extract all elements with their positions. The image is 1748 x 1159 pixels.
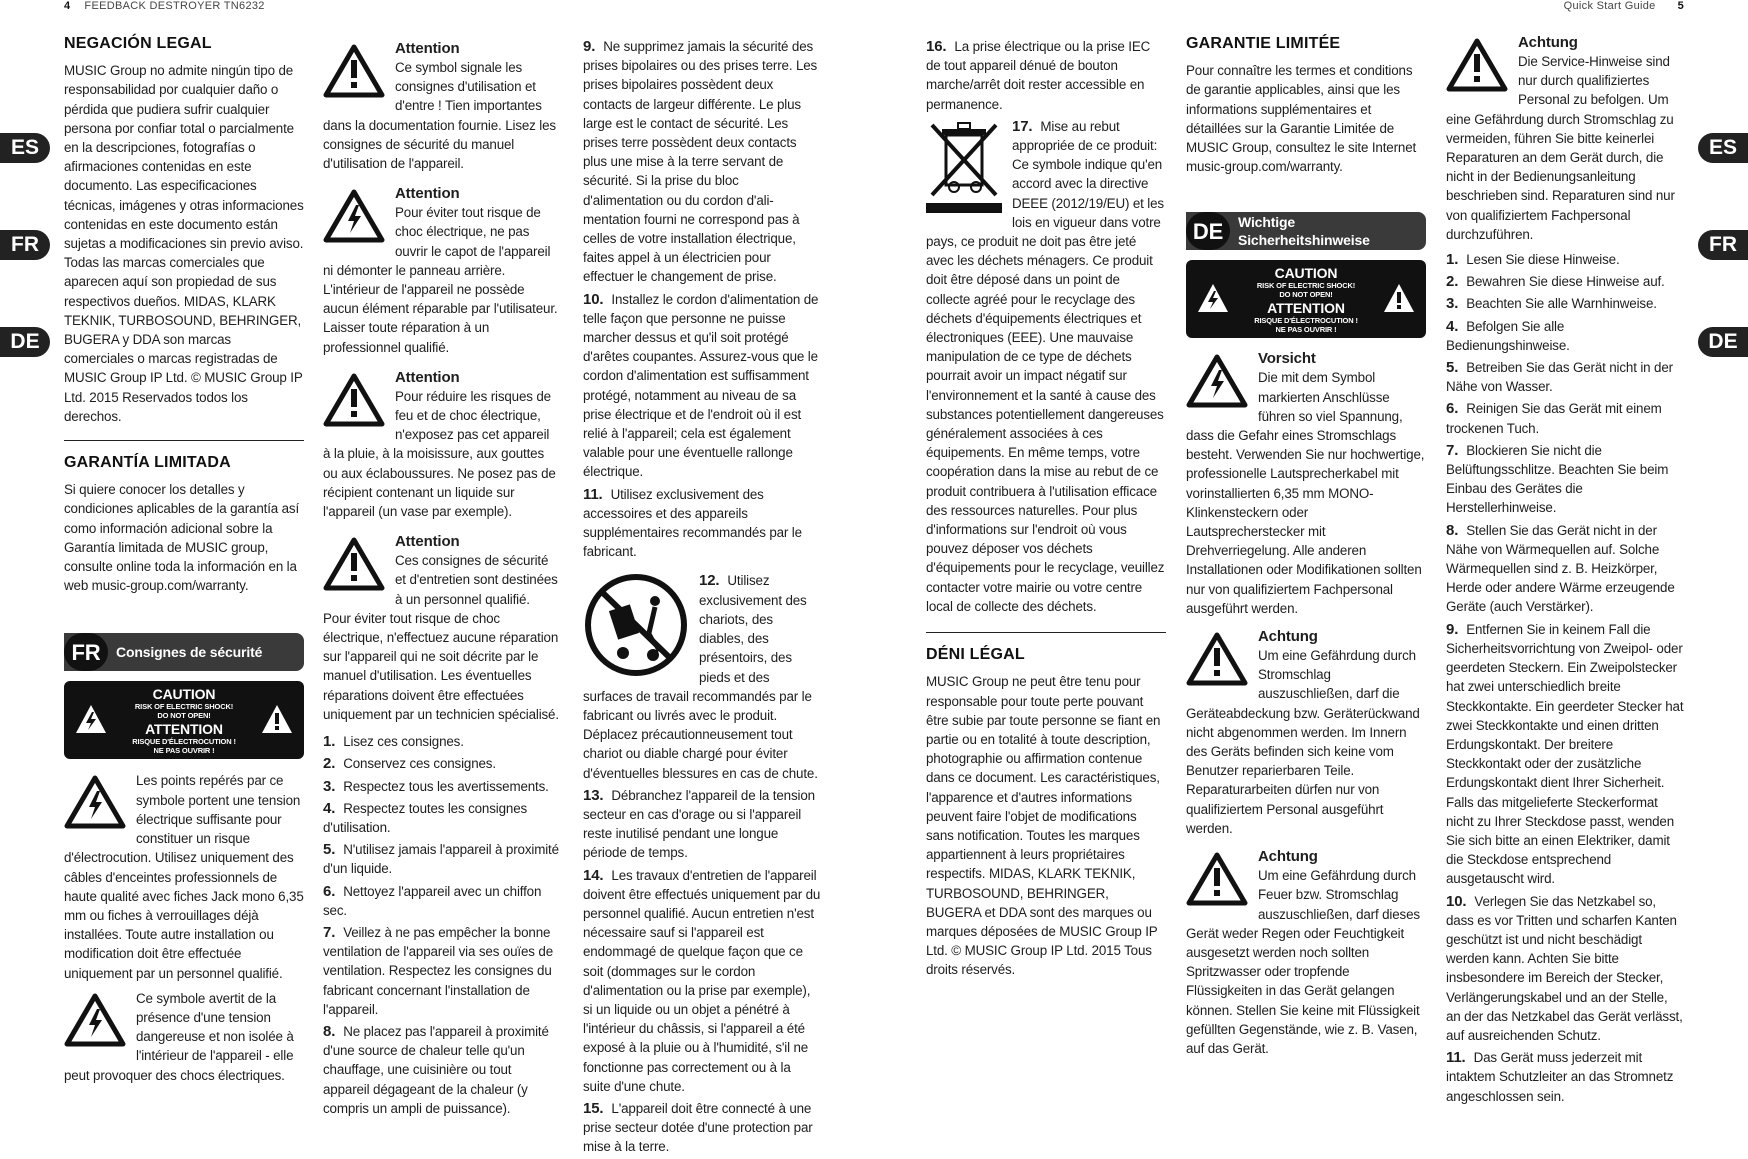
achtung-1-text: Um eine Gefährdung durch Stromschlag auszuschließen, darf die Geräteabdeckung bzw. Geräterückwand nicht abgenommen werden. Im Innern des Geräts befinden sich keine vom Benutzer reparierbaren Teile. Reparaturarbeiten dürfen nur von qualifiziertem Personal ausgeführt werden. — [1186, 648, 1420, 836]
list-item: 17. Mise au rebut appropriée de ce produit: Ce symbole indique qu'en accord avec la directive DEEE (2012/19/EU) et les lois en vigueur dans votre pays, ce produit ne doit pas être jeté avec les déchets ménagers. Ce produit doit être déposé dans un point de collecte agréé pour le recyclage des déchets d'équipements électriques et électroniques (EEE). Une mauvaise manipulation de ce type de déchets pourrait avoir un impact négatif sur l'environnement et la santé à cause des substances potentiellement dangereuses généralement associées à ces équipements. En même temps, votre coopération dans la mise au rebut de ce produit contribuera à l'utilisation efficace des ressources naturelles. Pour plus d'informations sur l'endroit où vous pouvez déposer vos déchets d'équipements pour le recyclage, veuillez contacter votre mairie ou votre centre local de collecte des déchets. — [926, 117, 1165, 614]
bolt-warning-1-text: Les points repérés par ce symbole portent une tension électrique suffisante pour constituer un risque d'électrocution. Utilisez uniquement des câbles d'enceintes professionnels de haute qualité avec fiches Jack mono 6,35 mm ou fiches à verrouillages déjà installées. Toute autre installation ou modification doit être effectuée uniquement par un personnel qualifié. — [64, 773, 304, 981]
de-banner-code: DE — [1186, 212, 1230, 250]
list-item: 6. Reinigen Sie das Gerät mit einem trockenen Tuch. — [1446, 400, 1662, 436]
list-item: 8. Ne placez pas l'appareil à proximité d'une source de chaleur telle qu'un chauffage, une cuisinière ou tout appareil dégageant de la chaleur (y compris un ampli de puissance). — [323, 1022, 549, 1116]
right-page-header — [1564, 0, 1684, 12]
right-page-number: 5 — [1677, 0, 1684, 12]
caution-sub1: RISK OF ELECTRIC SHOCK! — [134, 702, 234, 712]
warning-exclamation-icon — [1382, 282, 1416, 314]
list-item: 2. Conservez ces consignes. — [323, 755, 496, 773]
caution-label — [64, 681, 304, 759]
achtung-block-2 — [1186, 848, 1426, 1058]
weee-bin-icon — [926, 119, 1002, 215]
deni-legal-text: MUSIC Group ne peut être tenu pour responsable pour toute perte pouvant être subie par toute personne se fiant en partie ou en totalité à toute description, photographie ou affirmation contenue dans ce document. Les caractéristiques, l'apparence et d'autres informations peuvent faire l'objet de modifications sans notification. Toutes les marques appartiennent à leurs propriétaires respectifs. MIDAS, KLARK TEKNIK, TURBOSOUND, BEHRINGER, BUGERA et DDA sont des marques ou marques déposées de MUSIC Group IP Ltd. © MUSIC Group IP Ltd. 2015 Tous droits réservés. — [926, 674, 1161, 978]
attention-2-text: Pour éviter tout risque de choc électrique, ne pas ouvrir le capot de l'appareil ni démonter le panneau arrière. L'intérieur de l'appareil ne possède aucun élément réparable par l'utilisateur. Laisser toute réparation à un professionnel qualifié. — [323, 205, 558, 355]
list-item: 11. Das Gerät muss jederzeit mit intaktem Schutzleiter an das Stromnetz angeschlossen sein. — [1446, 1049, 1674, 1104]
column-4 — [926, 34, 1166, 982]
column-5 — [1186, 34, 1426, 1064]
caution-sub1: RISK OF ELECTRIC SHOCK! — [1256, 281, 1356, 291]
attention-4-heading: Attention — [395, 533, 460, 551]
garantie-limitee-title: GARANTIE LIMITÉE — [1186, 35, 1341, 52]
list-item: 7. Veillez à ne pas empêcher la bonne ventilation de l'appareil via ses ouïes de ventilation. Respectez les consignes du fabricant concernant l'installation de l'appareil. — [323, 923, 553, 1017]
de-safety-banner — [1186, 212, 1426, 250]
garantia-limitada-text: Si quiere conocer los detalles y condiciones aplicables de la garantía así como información adicional sobre la Garantía limitada de MUSIC group, consulte online toda la información en la web music-group.com/warranty. — [64, 482, 300, 594]
achtung-service-block — [1446, 34, 1684, 244]
list-item: 14. Les travaux d'entretien de l'appareil doivent être effectués uniquement par du personnel qualifié. Aucun entretien n'est nécessaire sauf si l'appareil est endommagé de quelque façon que ce soit (dommages sur le cordon d'alimentation ou la prise par exemple), si un liquide ou un objet a pénétré à l'intérieur du châssis, si l'appareil a été exposé à la pluie ou à l'humidité, s'il ne fonctionne pas correctement ou à la suite d'une chute. — [583, 866, 821, 1094]
right-doc-title: Quick Start Guide — [1563, 0, 1656, 12]
list-item: 6. Nettoyez l'appareil avec un chiffon sec. — [323, 882, 542, 918]
warning-bolt-icon — [1196, 282, 1230, 314]
list-item: 10. Verlegen Sie das Netzkabel so, dass es vor Tritten und scharfen Kanten geschützt ist und nicht beschädigt werden kann. Achten Sie bitte insbesondere im Bereich der Stecker, Verlängerungskabel und an der Stelle, an der das Netzkabel das Gerät verlässt, auf ausreichenden Schutz. — [1446, 892, 1683, 1043]
bolt-warning-2 — [64, 989, 304, 1085]
list-item: 5. N'utilisez jamais l'appareil à proximité d'un liquide. — [323, 841, 559, 877]
attention-heading: ATTENTION — [1267, 300, 1345, 317]
caution-sub2: DO NOT OPEN! — [157, 711, 211, 721]
achtung-2-heading: Achtung — [1258, 848, 1318, 866]
bolt-warning-1 — [64, 771, 304, 982]
lightning-warning-icon — [64, 775, 126, 829]
attention-block-4 — [323, 533, 559, 724]
warning-bolt-icon — [74, 703, 108, 735]
caution-sub2: DO NOT OPEN! — [1279, 290, 1333, 300]
fr-banner-title: Consignes de sécurité — [116, 644, 263, 661]
list-item: 3. Respectez tous les avertissements. — [323, 777, 549, 795]
attention-block-2 — [323, 185, 559, 357]
attention-heading: ATTENTION — [145, 721, 223, 738]
list-item: 4. Befolgen Sie alle Bedienungshinweise. — [1446, 317, 1570, 353]
attention-4-text: Ces consignes de sécurité et d'entretien sont destinées à un personnel qualifié. Pour éviter tout risque de choc électrique, n'effectuez aucune réparation sur l'appareil qui ne soit décrite par le manuel d'utilisation. Les éventuelles réparations doivent être effectuées uniquement par un technicien spécialisé. — [323, 553, 559, 722]
attention-1-text: Ce symbol signale les consignes d'utilisation et d'entre ! Tien importantes dans la documentation fournie. Lisez les consignes de sécurité du manuel d'utilisation de l'appareil. — [323, 60, 556, 172]
column-6 — [1446, 34, 1684, 1108]
garantie-limitee-text: Pour connaître les termes et conditions de garantie applicables, ainsi que les informations supplémentaires et détaillées sur la Garantie Limitée de MUSIC Group, consultez le site Internet music-group.com/warranty. — [1186, 63, 1417, 175]
caution-heading: CAUTION — [152, 686, 216, 703]
attention-sub2: NE PAS OUVRIR ! — [1275, 325, 1337, 335]
exclamation-warning-icon — [1186, 632, 1248, 686]
garantia-limitada-title: GARANTÍA LIMITADA — [64, 454, 231, 472]
divider — [64, 440, 304, 441]
list-item: 11. Utilisez exclusivement des accessoires et des appareils supplémentaires recommandés par le fabricant. — [583, 485, 802, 560]
list-item: 12. Utilisez exclusivement des chariots, des diables, des présentoirs, des pieds et des surfaces de travail recommandés par le fabricant ou livrés avec le produit. Déplacez précautionneusement tout chariot ou diable chargé pour éviter d'éventuelles blessures en cas de chute. — [583, 572, 818, 781]
achtung-1-heading: Achtung — [1258, 628, 1318, 646]
lightning-warning-icon — [64, 993, 126, 1047]
lang-tab-fr-right[interactable]: FR — [1698, 230, 1748, 260]
bolt-warning-2-text: Ce symbole avertit de la présence d'une tension dangereuse et non isolée à l'intérieur de l'appareil - elle peut provoquer des chocs électriques. — [64, 990, 294, 1083]
attention-block-1 — [323, 40, 559, 173]
vorsicht-text: Die mit dem Symbol markierten Anschlüsse führen so viel Spannung, dass die Gefahr eines Stromschlags besteht. Verwenden Sie nur hochwertige, professionelle Lautsprecherkabel mit vorinstallierten 6,35 mm MONO-Klinkensteckern oder Lautsprecherstecker mit Drehverriegelung. Alle anderen Installationen oder Modifikationen sollten nur von qualifiziertem Fachpersonal ausgeführt werden. — [1186, 370, 1425, 616]
lightning-warning-icon — [323, 189, 385, 243]
column-1 — [64, 34, 304, 1091]
list-item: 1. Lisez ces consignes. — [323, 733, 464, 751]
exclamation-warning-icon — [323, 537, 385, 591]
caution-label — [1186, 260, 1426, 338]
column-2 — [323, 34, 559, 1120]
warning-exclamation-icon — [260, 703, 294, 735]
list-item: 9. Ne supprimez jamais la sécurité des prises bipolaires ou des prises terre. Les prises bipolaires possèdent deux contacts de largeur différente. Le plus large est le contact de sécurité. Les prises terre possèdent deux contacts plus une mise à la terre servant de sécurité. Si la prise du bloc d'alimentation ou du cordon d'ali-mentation fourni ne correspond pas à celles de votre installation électrique, faites appel à un électricien pour effectuer le changement de prise. — [583, 38, 818, 285]
de-banner-title — [1238, 213, 1370, 249]
list-item: 4. Respectez toutes les consignes d'utilisation. — [323, 799, 528, 835]
fr-safety-list-a — [323, 732, 559, 1118]
exclamation-warning-icon — [1446, 38, 1508, 92]
vorsicht-heading: Vorsicht — [1258, 350, 1316, 368]
attention-block-3 — [323, 369, 559, 521]
caution-heading: CAUTION — [1274, 265, 1338, 282]
de-banner-title-line1: Wichtige — [1238, 214, 1296, 231]
exclamation-warning-icon — [1186, 852, 1248, 906]
fr-banner-code: FR — [64, 633, 108, 671]
list-item: 15. L'appareil doit être connecté à une prise secteur dotée d'une protection par mise à la terre. — [583, 1099, 813, 1155]
achtung-service-heading: Achtung — [1518, 34, 1578, 51]
attention-3-heading: Attention — [395, 368, 460, 386]
de-banner-title-line2: Sicherheitshinweise — [1238, 232, 1370, 249]
divider — [926, 632, 1166, 633]
exclamation-warning-icon — [323, 373, 385, 427]
left-page-number: 4 — [64, 0, 71, 12]
left-doc-title: FEEDBACK DESTROYER TN6232 — [84, 0, 265, 12]
achtung-block-1 — [1186, 628, 1426, 838]
negacion-legal-text: MUSIC Group no admite ningún tipo de responsabilidad por cualquier daño o pérdida que pudiera sufrir cualquier persona por confiar total o parcialmente en la descripciones, fotografías o afirmaciones contenidas en este documento. Las especificaciones técnicas, imágenes y otras informaciones contenidas en este documento están sujetas a modificaciones sin previo aviso. Todas las marcas comerciales que aparecen aquí son propiedad de sus respectivos dueños. MIDAS, KLARK TEKNIK, TURBOSOUND, BEHRINGER, BUGERA y DDA son marcas comerciales o marcas registradas de MUSIC Group IP Ltd. © MUSIC Group IP Ltd. 2015 Reservados todos los derechos. — [64, 63, 304, 424]
list-item: 2. Bewahren Sie diese Hinweise auf. — [1446, 273, 1665, 291]
list-item: 9. Entfernen Sie in keinem Fall die Sicherheitsvorrichtung von Zweipol- oder geerdeten Steckern. Ein Zweipolstecker hat zwei unterschiedlich breite Steckkontakte. Ein geerdeter Stecker hat zwei Steckkontakte und einen dritten Erdungskontakt. Der breitere Steckkontakt oder der zusätzliche Erdungskontakt dient Ihrer Sicherheit. Falls das mitgelieferte Steckerformat nicht zu Ihrer Steckdose passt, wenden Sie sich bitte an einen Elektriker, damit die Steckdose entsprechend ausgetauscht wird. — [1446, 620, 1684, 887]
lightning-warning-icon — [1186, 354, 1248, 408]
list-item: 5. Betreiben Sie das Gerät nicht in der Nähe von Wasser. — [1446, 359, 1673, 395]
attention-2-heading: Attention — [395, 185, 460, 203]
left-page-header — [64, 0, 265, 12]
lang-tab-de-right[interactable]: DE — [1698, 327, 1748, 357]
de-safety-list — [1446, 250, 1684, 1106]
column-3 — [583, 34, 821, 1159]
deni-legal-title: DÉNI LÉGAL — [926, 646, 1025, 664]
lang-tab-de-left[interactable]: DE — [0, 327, 50, 357]
lang-tab-es-right[interactable]: ES — [1698, 133, 1748, 163]
attention-3-text: Pour réduire les risques de feu et de choc électrique, n'exposez pas cet appareil à la pluie, à la moisissure, aux gouttes ou aux éclaboussures. Ne posez pas de récipient contenant un liquide sur l'appareil (un vase par exemple). — [323, 388, 556, 520]
attention-sub2: NE PAS OUVRIR ! — [153, 746, 215, 756]
attention-sub1: RISQUE D'ÉLECTROCUTION ! — [1254, 316, 1358, 326]
list-item: 13. Débranchez l'appareil de la tension secteur en cas d'orage ou si l'appareil reste inutilisé pendant une longue période de temps. — [583, 786, 815, 861]
achtung-2-text: Um eine Gefährdung durch Feuer bzw. Stromschlag auszuschließen, darf dieses Gerät weder Regen oder Feuchtigkeit ausgesetzt werden noch sollten Spritzwasser oder tropfende Flüssigkeiten in das Gerät gelangen können. Stellen Sie keine mit Flüssigkeit gefüllten Gegenstände, wie z. B. Vasen, auf das Gerät. — [1186, 868, 1420, 1056]
lang-tab-es-left[interactable]: ES — [0, 133, 50, 163]
fr-safety-banner — [64, 633, 304, 671]
list-item: 3. Beachten Sie alle Warnhinweise. — [1446, 295, 1657, 313]
exclamation-warning-icon — [323, 44, 385, 98]
achtung-service-text: Die Service-Hinweise sind nur durch qualifiziertes Personal zu befolgen. Um eine Gefährdung durch Stromschlag zu vermeiden, führen Sie bitte keinerlei Reparaturen an dem Gerät durch, die nicht in der Bedienungsanleitung beschrieben sind. Reparaturen sind nur von qualifiziertem Fachpersonal durchzuführen. — [1446, 54, 1675, 242]
attention-1-heading: Attention — [395, 40, 460, 57]
cart-warning-icon — [583, 573, 689, 677]
list-item: 7. Blockieren Sie nicht die Belüftungsschlitze. Beachten Sie beim Einbau des Gerätes die Herstellerhinweise. — [1446, 441, 1669, 516]
vorsicht-block — [1186, 350, 1426, 618]
negacion-legal-title: NEGACIÓN LEGAL — [64, 35, 212, 52]
list-item: 1. Lesen Sie diese Hinweise. — [1446, 251, 1620, 269]
lang-tab-fr-left[interactable]: FR — [0, 230, 50, 260]
list-item: 16. La prise électrique ou la prise IEC de tout appareil dénué de bouton marche/arrêt doit rester accessible en permanence. — [926, 38, 1151, 112]
list-item: 8. Stellen Sie das Gerät nicht in der Nähe von Wärmequellen auf. Solche Wärmequellen sind z. B. Heizkörper, Herde oder andere Wärme erzeugende Geräte (auch Verstärker). — [1446, 521, 1675, 615]
attention-sub1: RISQUE D'ÉLECTROCUTION ! — [132, 737, 236, 747]
list-item: 10. Installez le cordon d'alimentation de telle façon que personne ne puisse marcher dessus et qu'il soit protégé d'arêtes coupantes. Assurez-vous que le cordon d'alimentation est suffisamment protégé, notamment au niveau de sa prise électrique et de l'endroit où il est relié à l'appareil; cela est également valable pour une éventuelle rallonge électrique. — [583, 290, 819, 480]
